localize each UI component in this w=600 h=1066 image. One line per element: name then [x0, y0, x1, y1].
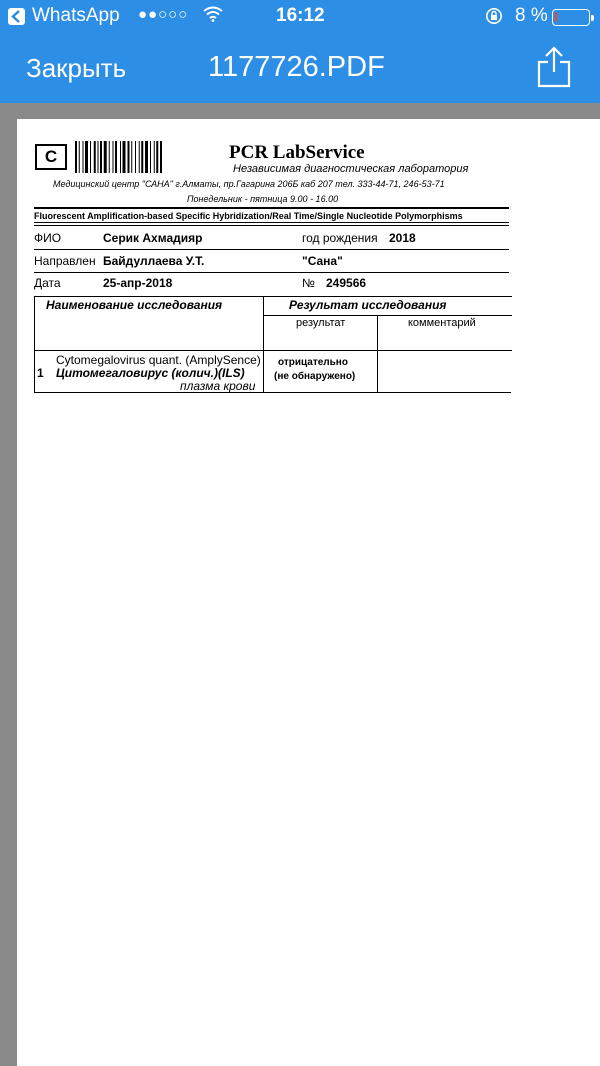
app-header	[0, 0, 600, 103]
divider	[34, 272, 509, 273]
back-to-app-icon[interactable]	[8, 8, 25, 25]
column-header-result-group: Результат исследования	[289, 298, 447, 312]
date-label: Дата	[34, 276, 61, 290]
status-time: 16:12	[276, 5, 325, 26]
sample-type: плазма крови	[180, 379, 256, 393]
battery-percent: 8 %	[515, 5, 548, 26]
status-bar	[0, 0, 600, 34]
battery-icon	[552, 9, 590, 26]
result-detail: (не обнаружено)	[274, 371, 356, 382]
table-border	[34, 297, 35, 393]
birth-year-label: год рождения	[302, 231, 378, 245]
referrer-name: Байдуллаева У.Т.	[103, 254, 205, 268]
wifi-icon	[203, 6, 223, 28]
referrer-label: Направлен	[34, 254, 96, 268]
share-icon[interactable]	[536, 46, 572, 90]
row-index: 1	[37, 366, 44, 380]
clinic-name: "Сана"	[302, 254, 343, 268]
column-header-test: Наименование исследования	[46, 298, 223, 312]
barcode	[75, 141, 193, 173]
table-border	[34, 350, 512, 351]
result-value: отрицательно	[278, 357, 348, 368]
signal-strength-icon: ●●○○○	[138, 6, 189, 23]
pdf-page[interactable]	[17, 119, 600, 1066]
name-label: ФИО	[34, 231, 62, 245]
c-mark: C	[35, 144, 67, 170]
test-name-en: Cytomegalovirus quant. (AmplySence)	[56, 353, 261, 367]
results-table	[34, 296, 512, 392]
divider	[34, 222, 509, 223]
lab-subtitle: Независимая диагностическая лаборатория	[233, 163, 469, 175]
patient-name: Серик Ахмадияр	[103, 231, 203, 245]
report-date: 25-апр-2018	[103, 276, 173, 290]
divider	[34, 207, 509, 209]
close-button[interactable]: Закрыть	[26, 53, 127, 83]
column-header-comment: комментарий	[408, 317, 476, 329]
divider	[34, 249, 509, 250]
method-line: Fluorescent Amplification-based Specific Hybridization/Real Time/Single Nucleotide Polymorphisms	[34, 211, 463, 221]
document-title: 1177726.PDF	[208, 51, 385, 83]
number-label: №	[302, 276, 315, 290]
lab-address: Медицинский центр "САНА" г.Алматы, пр.Гагарина 206Б каб 207 тел. 333-44-71, 246-53-71	[53, 179, 445, 189]
column-header-result: результат	[296, 317, 346, 329]
lab-hours: Понедельник - пятница 9.00 - 16.00	[187, 194, 339, 204]
rotation-lock-icon	[485, 7, 503, 31]
divider	[34, 225, 509, 226]
report-number: 249566	[326, 276, 367, 290]
test-name-ru: Цитомегаловирус (колич.)(ILS)	[56, 366, 245, 380]
birth-year: 2018	[389, 231, 416, 245]
lab-report	[17, 119, 600, 419]
lab-name: PCR LabService	[229, 142, 365, 163]
table-border	[263, 315, 512, 316]
table-border	[263, 297, 264, 393]
table-border	[34, 392, 511, 393]
table-border	[377, 315, 378, 393]
back-app-label[interactable]: WhatsApp	[32, 5, 120, 26]
